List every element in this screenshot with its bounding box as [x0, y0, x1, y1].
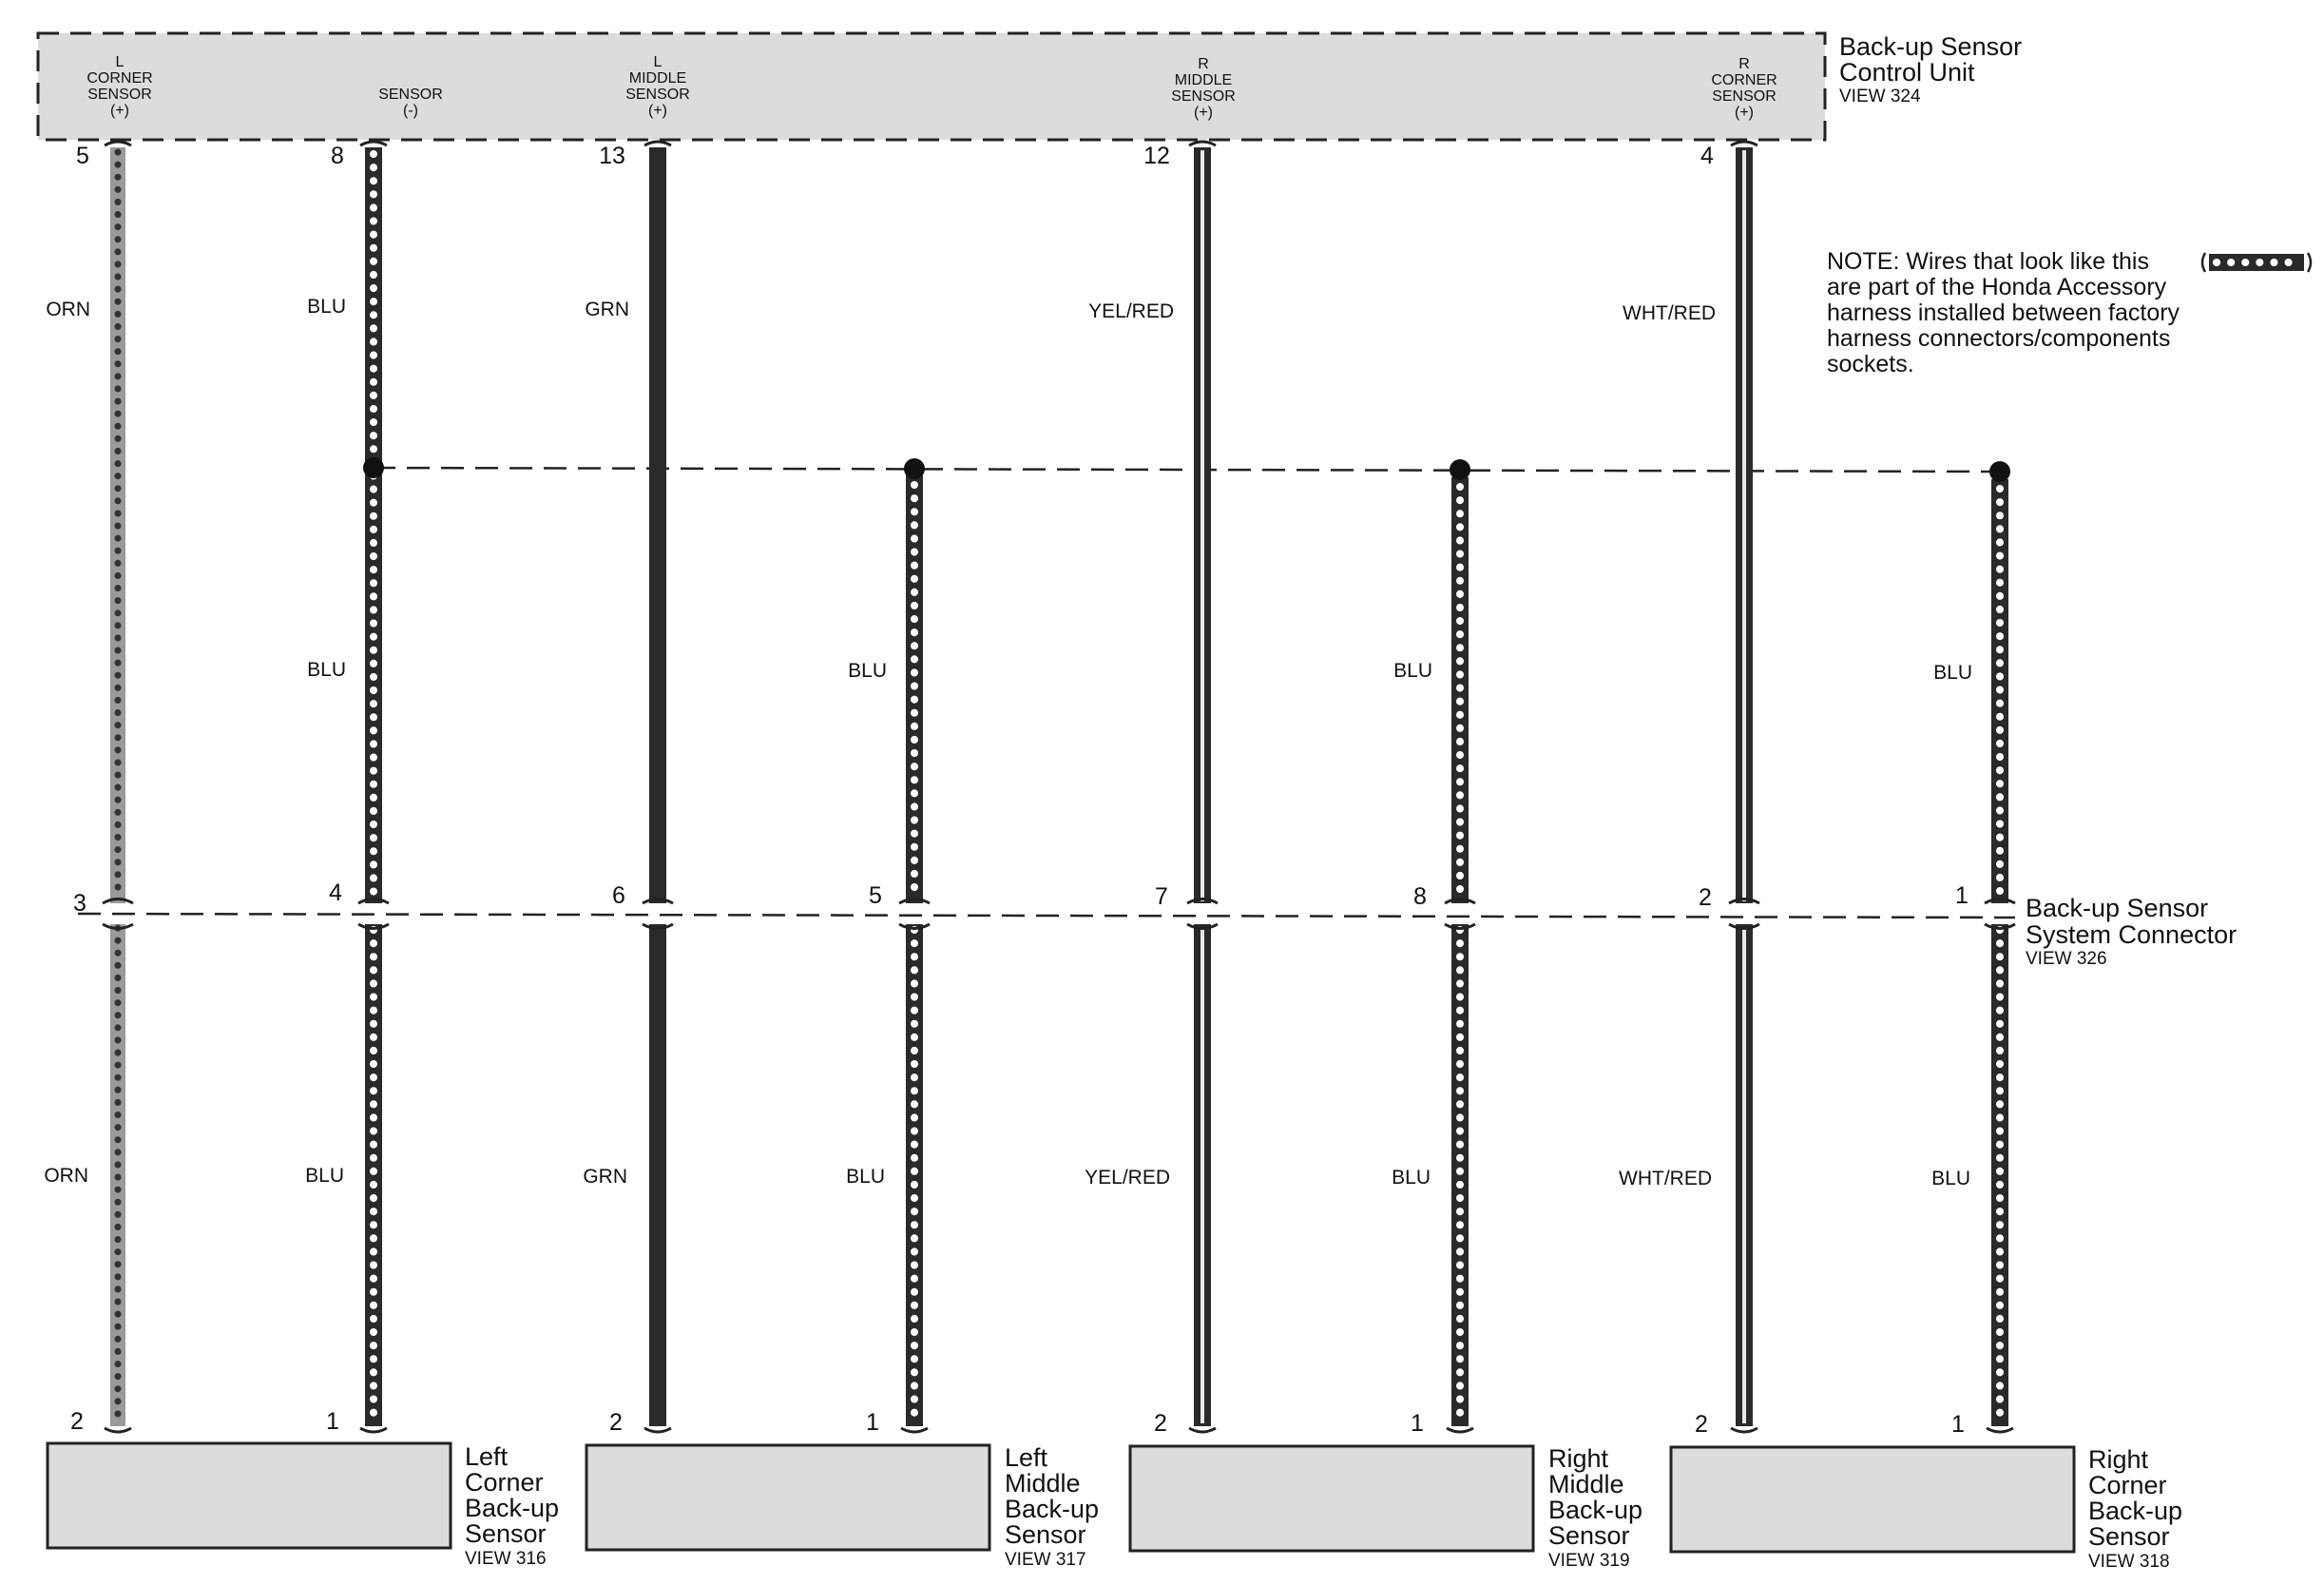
sensor-label-line: Back-up — [465, 1494, 560, 1522]
top-pin-number: 12 — [1143, 143, 1170, 169]
cu-pin-label-line: CORNER — [1711, 72, 1777, 88]
sensor-label-line: Sensor — [465, 1519, 547, 1548]
cu-pin-label-line: (+) — [110, 103, 129, 119]
cu-pin-label-line: SENSOR — [378, 87, 443, 103]
terminal-cap — [644, 142, 671, 145]
sensor-label-line: Back-up — [2088, 1497, 2183, 1525]
sensor-view: VIEW 318 — [2088, 1552, 2170, 1572]
control-unit-subtitle: Control Unit — [1839, 58, 1975, 87]
sensor-pin-number: 2 — [1695, 1411, 1708, 1438]
connector-cap — [899, 899, 930, 929]
sensor-pin-number: 1 — [866, 1409, 879, 1436]
control-unit-box — [38, 33, 1825, 140]
sensor-label-line: Sensor — [2088, 1522, 2170, 1551]
sensor-view: VIEW 319 — [1548, 1551, 1630, 1571]
wire-l-middle — [649, 147, 666, 1426]
sensor-pin-number: 2 — [609, 1409, 623, 1436]
cu-pin-label-line: L — [653, 54, 663, 70]
wire-color-label: BLU — [1931, 1168, 1970, 1189]
wire-color-label: BLU — [848, 660, 887, 682]
wire-r-middle-ground — [1450, 459, 1470, 1426]
sensor-label-line: Left — [465, 1442, 509, 1471]
connector-pin-number: 2 — [1699, 884, 1712, 911]
wire-r-corner-ground — [1989, 461, 2010, 1426]
wire-color-label: BLU — [305, 1165, 344, 1187]
sensor-label-line: Middle — [1005, 1469, 1081, 1498]
terminal-cap — [1731, 1428, 1757, 1432]
connector-pin-number: 3 — [73, 890, 86, 917]
system-connector-title: Back-up Sensor — [2026, 894, 2209, 922]
splice-line — [373, 468, 2000, 472]
control-unit-view: VIEW 324 — [1839, 87, 1921, 106]
cu-pin-label-line: R — [1738, 56, 1750, 72]
wire-color-label: BLU — [1392, 1167, 1431, 1189]
sensor-pin-number: 2 — [1154, 1410, 1167, 1437]
wire-color-label: WHT/RED — [1623, 302, 1716, 324]
sensor-pin-number: 1 — [1951, 1411, 1965, 1438]
wire-color-label: ORN — [46, 299, 90, 320]
sensor-label-line: Right — [2088, 1445, 2149, 1474]
cu-pin-label-line: L — [115, 54, 125, 70]
sensor-box-right-middle — [1130, 1446, 1533, 1551]
wire-color-label: ORN — [44, 1165, 88, 1187]
cu-pin-label-line: MIDDLE — [628, 70, 687, 87]
system-connector-line — [78, 914, 2015, 918]
terminal-cap — [1987, 1428, 2013, 1432]
sensor-label-line: Sensor — [1005, 1520, 1086, 1549]
splice-dot — [363, 457, 384, 478]
sensor-label-line: Middle — [1548, 1470, 1624, 1498]
terminal-cap — [105, 142, 131, 145]
system-connector-subtitle: System Connector — [2026, 920, 2238, 949]
cu-pin-label-line: (+) — [648, 103, 667, 119]
terminal-cap — [360, 1428, 387, 1432]
wire-color-label: BLU — [307, 296, 346, 318]
sensor-label-line: Back-up — [1548, 1496, 1643, 1524]
sensor-box-right-corner — [1671, 1447, 2074, 1552]
terminal-cap — [1189, 142, 1216, 145]
wire-segment — [649, 147, 666, 903]
wire-color-label: YEL/RED — [1088, 300, 1174, 322]
wire-sensor-ground — [363, 147, 384, 1426]
connector-pin-number: 5 — [869, 882, 882, 909]
sensor-view: VIEW 316 — [465, 1549, 547, 1569]
wire-color-label: YEL/RED — [1085, 1167, 1170, 1189]
connector-pin-number: 8 — [1413, 883, 1427, 910]
cu-pin-label-line: MIDDLE — [1174, 72, 1233, 88]
splice-dot — [1989, 461, 2010, 482]
connector-cap — [1445, 899, 1475, 929]
note-line: sockets. — [1827, 351, 1914, 377]
cu-pin-label-line: SENSOR — [625, 87, 690, 103]
note-line: are part of the Honda Accessory — [1827, 274, 2167, 300]
splice-dot — [904, 458, 925, 479]
connector-cap — [1187, 899, 1218, 929]
sensor-pin-number: 1 — [1411, 1410, 1424, 1437]
control-unit-title: Back-up Sensor — [1839, 32, 2023, 61]
terminal-cap — [1731, 142, 1757, 145]
terminal-cap — [1447, 1428, 1473, 1432]
sensor-pin-number: 2 — [70, 1408, 84, 1435]
system-connector-view: VIEW 326 — [2026, 949, 2107, 969]
wire-color-label: GRN — [585, 299, 629, 320]
splice-dot — [1450, 459, 1470, 480]
wire-color-label: BLU — [1393, 660, 1432, 682]
wire-segment — [649, 924, 666, 1426]
accessory-wire-sample-icon — [2202, 253, 2311, 272]
wire-l-middle-ground — [904, 458, 925, 1426]
wire-l-corner — [110, 147, 125, 1426]
terminal-cap — [1189, 1428, 1216, 1432]
connector-pin-number: 6 — [612, 882, 625, 909]
wire-color-label: GRN — [583, 1166, 627, 1188]
wire-color-label: WHT/RED — [1619, 1168, 1712, 1189]
note-line: harness installed between factory — [1827, 300, 2180, 326]
sensor-label-line: Back-up — [1005, 1495, 1100, 1523]
top-pin-number: 5 — [76, 143, 89, 169]
top-pin-number: 13 — [599, 143, 625, 169]
sensor-label-line: Corner — [465, 1468, 544, 1497]
sensor-label-line: Right — [1548, 1444, 1609, 1473]
cu-pin-label-line: SENSOR — [87, 87, 152, 103]
terminal-cap — [105, 1428, 131, 1432]
top-pin-number: 4 — [1700, 143, 1714, 169]
cu-pin-label-line: SENSOR — [1171, 88, 1236, 105]
cu-pin-label-line: R — [1198, 56, 1209, 72]
sensor-view: VIEW 317 — [1005, 1550, 1086, 1570]
wire-r-corner — [1736, 147, 1753, 1426]
top-pin-number: 8 — [331, 143, 344, 169]
terminal-cap — [644, 1428, 671, 1432]
sensor-pin-number: 1 — [326, 1408, 339, 1435]
cu-pin-label-line: (+) — [1194, 105, 1213, 121]
wire-color-label: BLU — [1933, 662, 1972, 684]
terminal-cap — [360, 142, 387, 145]
sensor-box-left-corner — [48, 1443, 451, 1548]
terminal-cap — [901, 1428, 928, 1432]
note-line: NOTE: Wires that look like this — [1827, 248, 2149, 275]
connector-pin-number: 7 — [1155, 883, 1168, 910]
sensor-label-line: Left — [1005, 1443, 1048, 1472]
connector-pin-number: 4 — [329, 879, 342, 906]
wire-color-label: BLU — [846, 1166, 885, 1188]
sensor-label-line: Corner — [2088, 1471, 2167, 1499]
sensor-label-line: Sensor — [1548, 1521, 1630, 1550]
cu-pin-label-line: (-) — [403, 103, 418, 119]
connector-cap — [1985, 899, 2015, 929]
connector-pin-number: 1 — [1955, 882, 1969, 909]
cu-pin-label-line: SENSOR — [1712, 88, 1777, 105]
wire-r-middle — [1194, 147, 1211, 1426]
connector-cap — [1729, 899, 1759, 929]
wire-color-label: BLU — [307, 659, 346, 681]
cu-pin-label-line: CORNER — [86, 70, 153, 87]
sensor-box-left-middle — [586, 1445, 989, 1550]
cu-pin-label-line: (+) — [1735, 105, 1754, 121]
note-line: harness connectors/components — [1827, 325, 2171, 352]
